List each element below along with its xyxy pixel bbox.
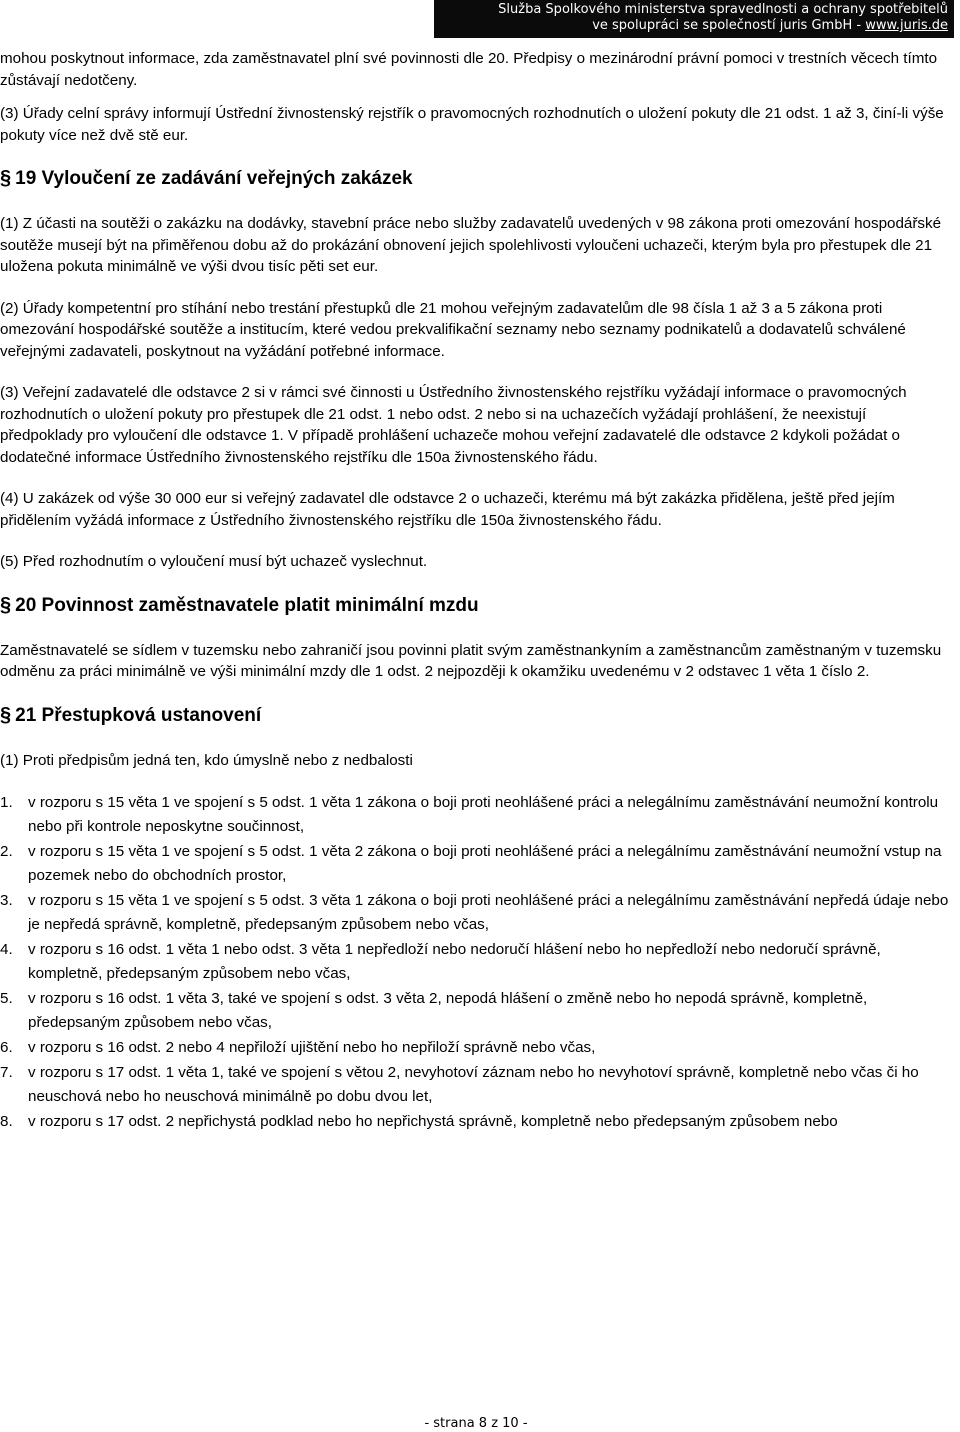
section-sign-icon: § — [0, 167, 12, 189]
s19-paragraph-2: (2) Úřady kompetentní pro stíhání nebo trestání přestupků dle 21 mohou veřejným zadavatelům dle 98 čísla 1 až 3 a 5 zákona proti omezování hospodářské soutěže a institucím, které vedou prekvalifikační seznamy nebo seznamy podnikatelů a dodavatelů schválené veřejnými zadavateli, poskytnout na vyžádání potřebné informace. — [0, 299, 906, 360]
intro-paragraph-2: (3) Úřady celní správy informují Ústřední živnostenský rejstřík o pravomocných rozhodnutích o uložení pokuty dle 21 odst. 1 až 3, činí-li výše pokuty více než dvě stě eur. — [0, 105, 944, 144]
s21-paragraph-1: (1) Proti předpisům jedná ten, kdo úmyslně nebo z nedbalosti — [0, 751, 413, 769]
document-body — [0, 48, 952, 1135]
section-21-heading: § 21 Přestupková ustanovení — [0, 703, 262, 726]
section-19-heading: § 19 Vyloučení ze zadávání veřejných zakázek — [0, 167, 413, 189]
juris-link[interactable]: www.juris.de — [865, 18, 948, 33]
list-item: 1. v rozporu s 15 věta 1 ve spojení s 5 odst. 1 věta 1 zákona o boji proti neohlášené práci a nelegálnímu zaměstnávání neumožní kontrolu nebo při kontrole neposkytne součinnost, — [0, 794, 939, 835]
list-item: 4. v rozporu s 16 odst. 1 věta 1 nebo odst. 3 věta 1 nepředloží nebo nedoručí hlášení nebo ho nepředloží nebo nedoručí správně, kompletně, předepsaným způsobem nebo včas, — [0, 941, 881, 982]
section-sign-icon: § — [0, 593, 12, 616]
list-item: 7. v rozporu s 17 odst. 1 věta 1, také ve spojení s větou 2, nevyhotoví záznam nebo ho nevyhotoví správně, kompletně nebo včas či ho neuschová nebo ho neuschová minimálně po dobu dvou let, — [0, 1064, 919, 1105]
s20-paragraph-1: Zaměstnavatelé se sídlem v tuzemsku nebo zahraničí jsou povinni platit svým zaměstnankyním a zaměstnancům zaměstnaným v tuzemsku odměnu za práci minimálně ve výši minimální mzdy dle 1 odst. 2 nejpozději k okamžiku uvedenému v 2 odstavec 1 věta 1 číslo 2. — [0, 641, 942, 680]
s19-paragraph-1: (1) Z účasti na soutěži o zakázku na dodávky, stavební práce nebo služby zadavatelů uvedených v 98 zákona proti omezování hospodářské soutěže musejí být na přiměřenou dobu až do prokázání obnovení jejich spolehlivosti vyloučeni uchazeči, kterým byla pro přestupek dle 21 uložena pokuta minimálně ve výši dvou tisíc pěti set eur. — [0, 215, 942, 275]
section-sign-icon: § — [0, 703, 12, 726]
intro-paragraph-1: mohou poskytnout informace, zda zaměstnavatel plní své povinnosti dle 20. Předpisy o mezinárodní právní pomoci v trestních věcech tímto zůstávají nedotčeny. — [0, 50, 938, 89]
list-item: 2. v rozporu s 15 věta 1 ve spojení s 5 odst. 1 věta 2 zákona o boji proti neohlášené práci a nelegálnímu zaměstnávání neumožní vstup na pozemek nebo do obchodních prostor, — [0, 843, 942, 884]
header-line-1: Služba Spolkového ministerstva spravedlnosti a ochrany spotřebitelů — [498, 2, 948, 17]
s19-paragraph-3: (3) Veřejní zadavatelé dle odstavce 2 si v rámci své činnosti u Ústředního živnostenského rejstříku vyžádají informace o pravomocných rozhodnutích o uložení pokuty pro přestupek dle 21 odst. 1 nebo odst. 2 nebo si na uchazečích vyžádají prohlášení, že neexistují předpoklady pro vyloučení dle odstavce 1. V případě prohlášení uchazeče mohou veřejní zadavatelé dle odstavce 2 kdykoli požádat o dodatečné informace Ústředního živnostenského rejstříku dle 150a živnostenského řádu. — [0, 384, 907, 466]
s19-paragraph-5: (5) Před rozhodnutím o vyloučení musí být uchazeč vyslechnut. — [0, 553, 428, 570]
page-number: - strana 8 z 10 - — [424, 1416, 528, 1431]
s19-paragraph-4: (4) U zakázek od výše 30 000 eur si veřejný zadavatel dle odstavce 2 o uchazeči, kterému má být zakázka přidělena, ještě před jejím přidělením vyžádá informace z Ústředního živnostenského rejstříku dle 150a živnostenského řádu. — [0, 490, 895, 529]
list-item: 6. v rozporu s 16 odst. 2 nebo 4 nepřiloží ujištění nebo ho nepřiloží správně nebo včas, — [0, 1039, 596, 1056]
header-line-2: ve spolupráci se společností juris GmbH - www.juris.de — [592, 18, 948, 33]
section-20-heading: § 20 Povinnost zaměstnavatele platit minimální mzdu — [0, 593, 479, 616]
page-header — [434, 0, 954, 38]
list-item: 3. v rozporu s 15 věta 1 ve spojení s 5 odst. 3 věta 1 zákona o boji proti neohlášené práci a nelegálnímu zaměstnávání nepředá údaje nebo je nepředá správně, kompletně, předepsaným způsobem nebo včas, — [0, 892, 949, 933]
list-item: 5. v rozporu s 16 odst. 1 věta 3, také ve spojení s odst. 3 věta 2, nepodá hlášení o změně nebo ho nepodá správně, kompletně, předepsaným způsobem nebo včas, — [0, 990, 868, 1031]
list-item: 8. v rozporu s 17 odst. 2 nepřichystá podklad nebo ho nepřichystá správně, kompletně nebo předepsaným způsobem nebo — [0, 1113, 838, 1130]
s21-item-list — [0, 791, 952, 1134]
